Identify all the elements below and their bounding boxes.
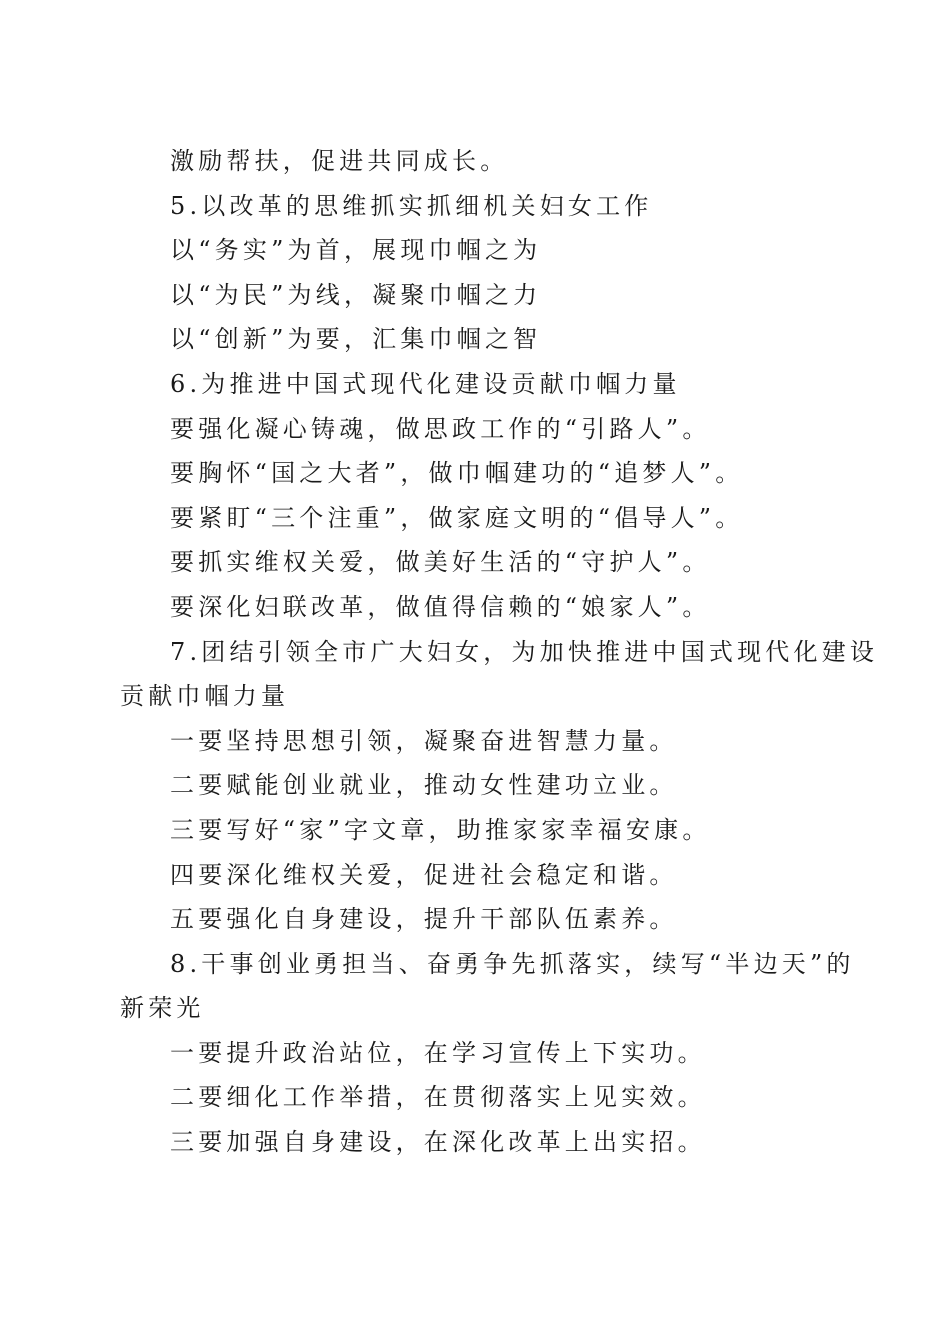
body-paragraph: 二要细化工作举措，在贯彻落实上见实效。 bbox=[170, 1083, 706, 1112]
body-paragraph: 要强化凝心铸魂，做思政工作的“引路人”。 bbox=[170, 414, 711, 443]
body-paragraph: 以“务实”为首，展现巾帼之为 bbox=[170, 236, 542, 265]
body-paragraph: 要胸怀“国之大者”，做巾帼建功的“追梦人”。 bbox=[170, 459, 744, 488]
body-paragraph: 三要加强自身建设，在深化改革上出实招。 bbox=[170, 1128, 706, 1157]
body-paragraph: 一要提升政治站位，在学习宣传上下实功。 bbox=[170, 1038, 706, 1067]
section-heading-6: 6.为推进中国式现代化建设贡献巾帼力量 bbox=[170, 369, 681, 398]
section-heading-5: 5.以改革的思维抓实抓细机关妇女工作 bbox=[170, 191, 653, 220]
body-paragraph: 激励帮扶，促进共同成长。 bbox=[170, 147, 509, 175]
section-heading-7-continuation: 贡献巾帼力量 bbox=[120, 682, 290, 711]
body-paragraph: 五要强化自身建设，提升干部队伍素养。 bbox=[170, 905, 678, 934]
body-paragraph: 一要坚持思想引领，凝聚奋进智慧力量。 bbox=[170, 726, 678, 755]
section-heading-8-continuation: 新荣光 bbox=[120, 994, 205, 1023]
body-paragraph: 以“为民”为线，凝聚巾帼之力 bbox=[170, 280, 542, 309]
section-heading-7: 7.团结引领全市广大妇女，为加快推进中国式现代化建设 bbox=[170, 637, 879, 666]
body-paragraph: 以“创新”为要，汇集巾帼之智 bbox=[170, 325, 542, 354]
body-paragraph: 要抓实维权关爱，做美好生活的“守护人”。 bbox=[170, 548, 711, 577]
body-paragraph: 要深化妇联改革，做值得信赖的“娘家人”。 bbox=[170, 592, 711, 621]
body-paragraph: 二要赋能创业就业，推动女性建功立业。 bbox=[170, 771, 678, 800]
body-paragraph: 三要写好“家”字文章，助推家家幸福安康。 bbox=[170, 815, 711, 844]
body-paragraph: 四要深化维权关爱，促进社会稳定和谐。 bbox=[170, 860, 678, 889]
section-heading-8: 8.干事创业勇担当、奋勇争先抓落实，续写“半边天”的 bbox=[170, 949, 855, 978]
document-body bbox=[120, 139, 879, 1165]
body-paragraph: 要紧盯“三个注重”，做家庭文明的“倡导人”。 bbox=[170, 503, 744, 532]
